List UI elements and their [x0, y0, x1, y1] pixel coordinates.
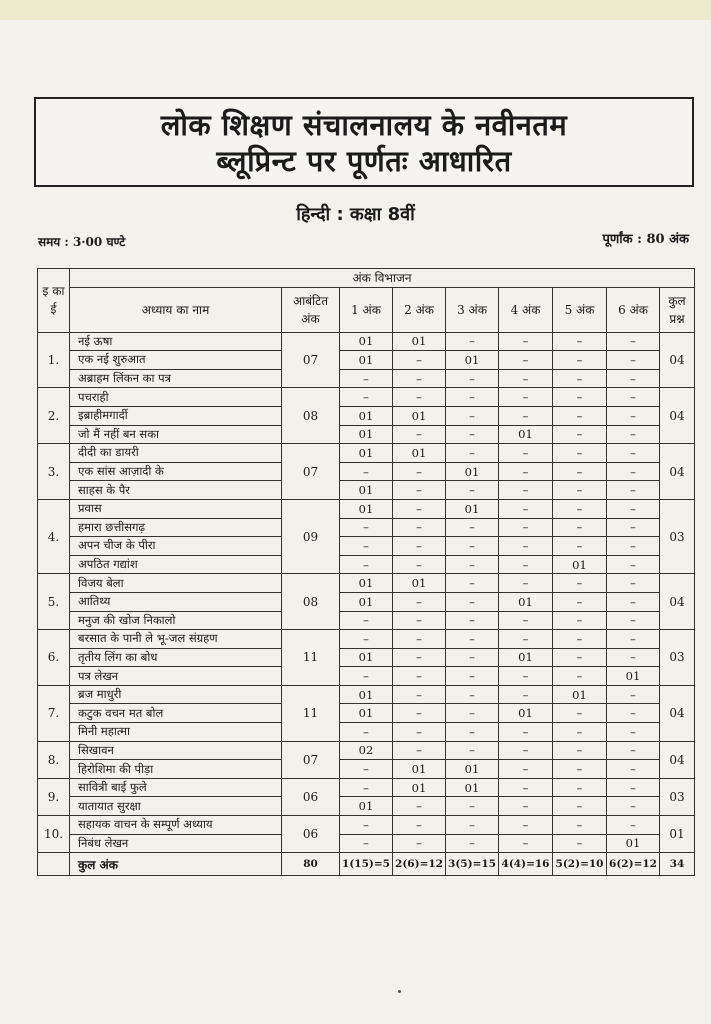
mark-cell-5: –: [553, 816, 607, 835]
table-row: [38, 388, 695, 407]
mark-cell-6: –: [607, 406, 660, 425]
mark-cell-5: –: [553, 518, 607, 537]
chapter-name: यातायात सुरक्षा: [70, 797, 282, 816]
mark-cell-3: –: [446, 667, 499, 686]
totals-label: कुल अंक: [70, 853, 282, 876]
allotted-marks: 11: [282, 630, 340, 686]
mark-cell-1: 02: [340, 741, 393, 760]
table-row: [38, 685, 695, 704]
table-row: [38, 481, 695, 500]
mark-cell-3: –: [446, 332, 499, 351]
col-m1-header: 1 अंक: [340, 287, 393, 332]
mark-cell-3: 01: [446, 760, 499, 779]
mark-cell-6: –: [607, 351, 660, 370]
mark-cell-2: –: [393, 797, 446, 816]
mark-cell-6: –: [607, 648, 660, 667]
mark-cell-3: –: [446, 388, 499, 407]
mark-cell-2: –: [393, 499, 446, 518]
mark-cell-4: –: [499, 667, 553, 686]
chapter-name: पत्र लेखन: [70, 667, 282, 686]
total-questions: 04: [660, 388, 695, 444]
mark-cell-3: –: [446, 630, 499, 649]
mark-cell-4: –: [499, 499, 553, 518]
table-row: [38, 537, 695, 556]
mark-cell-5: 01: [553, 685, 607, 704]
table-row: [38, 444, 695, 463]
max-marks: पूर्णांक : 80 अंक: [602, 232, 689, 247]
mark-cell-2: –: [393, 667, 446, 686]
chapter-name: अब्राहम लिंकन का पत्र: [70, 369, 282, 388]
mark-cell-3: –: [446, 648, 499, 667]
table-row: [38, 351, 695, 370]
table-row: [38, 834, 695, 853]
allotted-marks: 08: [282, 574, 340, 630]
chapter-name: साहस के पैर: [70, 481, 282, 500]
mark-cell-6: –: [607, 332, 660, 351]
mark-cell-1: –: [340, 667, 393, 686]
table-row: [38, 574, 695, 593]
mark-cell-3: –: [446, 444, 499, 463]
mark-cell-1: 01: [340, 797, 393, 816]
chapter-name: जो मैं नहीं बन सका: [70, 425, 282, 444]
mark-cell-2: –: [393, 388, 446, 407]
mark-cell-3: 01: [446, 499, 499, 518]
mark-cell-2: 01: [393, 332, 446, 351]
chapter-name: दीदी का डायरी: [70, 444, 282, 463]
mark-cell-2: 01: [393, 778, 446, 797]
mark-cell-6: –: [607, 592, 660, 611]
mark-cell-6: 01: [607, 667, 660, 686]
mark-cell-2: –: [393, 630, 446, 649]
mark-cell-5: –: [553, 778, 607, 797]
allotted-marks: 08: [282, 388, 340, 444]
mark-cell-1: –: [340, 630, 393, 649]
subject-heading: हिन्दी : कक्षा 8वीं: [296, 204, 415, 225]
total-questions: 03: [660, 499, 695, 573]
mark-cell-6: –: [607, 462, 660, 481]
mark-cell-6: –: [607, 630, 660, 649]
mark-cell-3: –: [446, 592, 499, 611]
mark-cell-4: –: [499, 444, 553, 463]
mark-cell-2: –: [393, 537, 446, 556]
mark-cell-6: –: [607, 574, 660, 593]
chapter-name: नई ऊषा: [70, 332, 282, 351]
chapter-name: प्रवास: [70, 499, 282, 518]
total-questions: 03: [660, 630, 695, 686]
mark-cell-1: 01: [340, 685, 393, 704]
mark-cell-2: –: [393, 816, 446, 835]
mark-cell-4: –: [499, 834, 553, 853]
col-m3-header: 3 अंक: [446, 287, 499, 332]
allotted-marks: 11: [282, 685, 340, 741]
mark-cell-5: –: [553, 462, 607, 481]
total-questions: 04: [660, 332, 695, 388]
mark-cell-3: –: [446, 816, 499, 835]
mark-cell-4: –: [499, 760, 553, 779]
total-questions: 04: [660, 685, 695, 741]
table-row: [38, 425, 695, 444]
mark-cell-4: –: [499, 816, 553, 835]
mark-cell-1: –: [340, 760, 393, 779]
mark-cell-6: –: [607, 425, 660, 444]
mark-cell-6: –: [607, 778, 660, 797]
mark-cell-4: –: [499, 518, 553, 537]
mark-cell-5: –: [553, 611, 607, 630]
chapter-name: मिनी महात्मा: [70, 723, 282, 742]
mark-cell-1: –: [340, 369, 393, 388]
mark-cell-2: 01: [393, 444, 446, 463]
totals-m4: 4(4)=16: [499, 853, 553, 876]
mark-cell-1: –: [340, 555, 393, 574]
table-row: [38, 555, 695, 574]
unit-number: 1.: [38, 332, 70, 388]
mark-cell-4: –: [499, 351, 553, 370]
col-m4-header: 4 अंक: [499, 287, 553, 332]
mark-cell-5: –: [553, 723, 607, 742]
allotted-marks: 06: [282, 778, 340, 815]
allotted-marks: 06: [282, 816, 340, 853]
mark-cell-2: –: [393, 351, 446, 370]
mark-cell-5: –: [553, 481, 607, 500]
mark-cell-2: –: [393, 518, 446, 537]
col-total-header: कुल प्रश्न: [660, 287, 695, 332]
mark-cell-1: 01: [340, 481, 393, 500]
mark-cell-3: –: [446, 741, 499, 760]
col-chapter-header: अध्याय का नाम: [70, 287, 282, 332]
total-questions: 04: [660, 574, 695, 630]
mark-cell-6: –: [607, 555, 660, 574]
table-row: [38, 518, 695, 537]
mark-cell-2: –: [393, 555, 446, 574]
mark-cell-5: 01: [553, 555, 607, 574]
mark-cell-6: –: [607, 723, 660, 742]
mark-cell-1: 01: [340, 574, 393, 593]
unit-number: 8.: [38, 741, 70, 778]
mark-cell-2: –: [393, 481, 446, 500]
table-row: [38, 630, 695, 649]
mark-cell-4: –: [499, 574, 553, 593]
mark-cell-5: –: [553, 425, 607, 444]
allotted-marks: 07: [282, 444, 340, 500]
mark-cell-6: –: [607, 741, 660, 760]
mark-cell-6: –: [607, 444, 660, 463]
mark-cell-5: –: [553, 630, 607, 649]
mark-cell-4: –: [499, 630, 553, 649]
table-row: [38, 760, 695, 779]
chapter-name: मनुज की खोज निकालो: [70, 611, 282, 630]
mark-cell-6: –: [607, 369, 660, 388]
chapter-name: कटुक वचन मत बोल: [70, 704, 282, 723]
mark-cell-2: –: [393, 369, 446, 388]
mark-cell-6: –: [607, 388, 660, 407]
mark-cell-5: –: [553, 834, 607, 853]
chapter-name: हिरोशिमा की पीड़ा: [70, 760, 282, 779]
mark-cell-2: –: [393, 704, 446, 723]
totals-m6: 6(2)=12: [607, 853, 660, 876]
mark-cell-3: –: [446, 425, 499, 444]
table-row: [38, 462, 695, 481]
mark-cell-3: –: [446, 481, 499, 500]
table-row: [38, 592, 695, 611]
mark-cell-1: 01: [340, 351, 393, 370]
unit-number: 9.: [38, 778, 70, 815]
mark-cell-6: –: [607, 481, 660, 500]
exam-time: समय : 3·00 घण्टे: [38, 235, 126, 249]
mark-cell-1: –: [340, 816, 393, 835]
mark-cell-6: –: [607, 797, 660, 816]
mark-cell-3: –: [446, 406, 499, 425]
mark-cell-5: –: [553, 388, 607, 407]
mark-cell-4: –: [499, 741, 553, 760]
mark-cell-2: 01: [393, 574, 446, 593]
mark-cell-5: –: [553, 648, 607, 667]
mark-cell-2: 01: [393, 760, 446, 779]
mark-cell-1: –: [340, 723, 393, 742]
mark-cell-6: –: [607, 816, 660, 835]
chapter-name: तृतीय लिंग का बोध: [70, 648, 282, 667]
mark-cell-5: –: [553, 499, 607, 518]
table-row: [38, 406, 695, 425]
mark-cell-6: –: [607, 518, 660, 537]
allotted-marks: 09: [282, 499, 340, 573]
mark-cell-3: 01: [446, 351, 499, 370]
chapter-name: इब्राहीमगार्दी: [70, 406, 282, 425]
mark-cell-2: –: [393, 834, 446, 853]
mark-cell-2: –: [393, 462, 446, 481]
mark-cell-5: –: [553, 537, 607, 556]
allotted-marks: 07: [282, 332, 340, 388]
mark-cell-6: –: [607, 760, 660, 779]
title-line-1: लोक शिक्षण संचालनालय के नवीनतम: [160, 108, 568, 142]
mark-cell-2: –: [393, 611, 446, 630]
mark-cell-2: –: [393, 685, 446, 704]
mark-cell-4: –: [499, 332, 553, 351]
mark-cell-5: –: [553, 574, 607, 593]
mark-cell-3: –: [446, 574, 499, 593]
mark-cell-4: –: [499, 778, 553, 797]
col-m5-header: 5 अंक: [553, 287, 607, 332]
mark-cell-3: 01: [446, 778, 499, 797]
table-row: [38, 704, 695, 723]
table-body: [38, 332, 695, 876]
unit-number: 6.: [38, 630, 70, 686]
mark-cell-5: –: [553, 406, 607, 425]
unit-number: 7.: [38, 685, 70, 741]
mark-cell-5: –: [553, 760, 607, 779]
mark-cell-3: –: [446, 518, 499, 537]
mark-cell-1: 01: [340, 444, 393, 463]
col-sn-header: इ का ई: [38, 269, 70, 333]
mark-cell-3: –: [446, 723, 499, 742]
mark-cell-1: 01: [340, 425, 393, 444]
table-row: [38, 816, 695, 835]
mark-cell-4: 01: [499, 704, 553, 723]
chapter-name: एक नई शुरुआत: [70, 351, 282, 370]
col-m2-header: 2 अंक: [393, 287, 446, 332]
table-row: [38, 797, 695, 816]
unit-number: 3.: [38, 444, 70, 500]
mark-cell-1: –: [340, 388, 393, 407]
mark-cell-4: –: [499, 797, 553, 816]
col-m6-header: 6 अंक: [607, 287, 660, 332]
mark-cell-6: –: [607, 537, 660, 556]
mark-cell-1: 01: [340, 648, 393, 667]
mark-cell-4: 01: [499, 425, 553, 444]
mark-cell-3: –: [446, 537, 499, 556]
mark-cell-6: –: [607, 499, 660, 518]
mark-cell-4: 01: [499, 648, 553, 667]
totals-m3: 3(5)=15: [446, 853, 499, 876]
unit-number: 4.: [38, 499, 70, 573]
mark-cell-4: –: [499, 611, 553, 630]
mark-cell-3: –: [446, 797, 499, 816]
mark-cell-5: –: [553, 667, 607, 686]
mark-cell-4: 01: [499, 592, 553, 611]
mark-cell-1: 01: [340, 499, 393, 518]
mark-cell-5: –: [553, 444, 607, 463]
page-top-strip: [0, 0, 711, 20]
mark-cell-4: –: [499, 406, 553, 425]
totals-row: [38, 853, 695, 876]
mark-cell-3: –: [446, 834, 499, 853]
table-row: [38, 778, 695, 797]
table-row: [38, 741, 695, 760]
table-row: [38, 723, 695, 742]
header-row-1: [38, 269, 695, 288]
mark-cell-5: –: [553, 332, 607, 351]
mark-cell-2: –: [393, 741, 446, 760]
mark-cell-3: –: [446, 685, 499, 704]
mark-cell-4: –: [499, 555, 553, 574]
mark-cell-5: –: [553, 592, 607, 611]
totals-m1: 1(15)=5: [340, 853, 393, 876]
mark-cell-2: 01: [393, 406, 446, 425]
mark-cell-2: –: [393, 648, 446, 667]
chapter-name: आतिथ्य: [70, 592, 282, 611]
mark-cell-3: –: [446, 704, 499, 723]
mark-cell-4: –: [499, 723, 553, 742]
chapter-name: निबंध लेखन: [70, 834, 282, 853]
totals-allotted: 80: [282, 853, 340, 876]
mark-cell-4: –: [499, 685, 553, 704]
mark-cell-5: –: [553, 741, 607, 760]
mark-cell-1: 01: [340, 406, 393, 425]
mark-cell-1: –: [340, 834, 393, 853]
header-row-2: [38, 287, 695, 332]
mark-cell-1: 01: [340, 592, 393, 611]
mark-cell-4: –: [499, 462, 553, 481]
mark-cell-1: 01: [340, 332, 393, 351]
col-marks-group-header: अंक विभाजन: [70, 269, 695, 288]
mark-cell-5: –: [553, 797, 607, 816]
mark-cell-5: –: [553, 704, 607, 723]
table-row: [38, 611, 695, 630]
mark-cell-2: –: [393, 592, 446, 611]
allotted-marks: 07: [282, 741, 340, 778]
mark-cell-3: –: [446, 611, 499, 630]
blueprint-table: [37, 268, 695, 876]
table-row: [38, 332, 695, 351]
total-questions: 01: [660, 816, 695, 853]
chapter-name: सावित्री बाई फुले: [70, 778, 282, 797]
mark-cell-3: –: [446, 555, 499, 574]
chapter-name: अपठित गद्यांश: [70, 555, 282, 574]
table-row: [38, 499, 695, 518]
totals-m2: 2(6)=12: [393, 853, 446, 876]
total-questions: 04: [660, 444, 695, 500]
mark-cell-1: 01: [340, 704, 393, 723]
totals-questions: 34: [660, 853, 695, 876]
table-row: [38, 369, 695, 388]
print-speck: [398, 990, 401, 993]
unit-number: 2.: [38, 388, 70, 444]
mark-cell-1: –: [340, 518, 393, 537]
table-row: [38, 667, 695, 686]
mark-cell-1: –: [340, 611, 393, 630]
title-line-2: ब्लूप्रिन्ट पर पूर्णतः आधारित: [216, 144, 512, 178]
unit-number: 10.: [38, 816, 70, 853]
title-box: [34, 97, 694, 187]
chapter-name: बरसात के पानी ले भू-जल संग्रहण: [70, 630, 282, 649]
chapter-name: विजय बेला: [70, 574, 282, 593]
col-allotted-header: आबंटित अंक: [282, 287, 340, 332]
mark-cell-6: –: [607, 611, 660, 630]
mark-cell-6: –: [607, 685, 660, 704]
mark-cell-3: 01: [446, 462, 499, 481]
table-row: [38, 648, 695, 667]
mark-cell-1: –: [340, 537, 393, 556]
total-questions: 04: [660, 741, 695, 778]
mark-cell-4: –: [499, 369, 553, 388]
chapter-name: सिखावन: [70, 741, 282, 760]
mark-cell-5: –: [553, 369, 607, 388]
mark-cell-1: –: [340, 462, 393, 481]
chapter-name: सहायक वाचन के सम्पूर्ण अध्याय: [70, 816, 282, 835]
chapter-name: एक सांस आज़ादी के: [70, 462, 282, 481]
total-questions: 03: [660, 778, 695, 815]
mark-cell-4: –: [499, 481, 553, 500]
mark-cell-1: –: [340, 778, 393, 797]
mark-cell-2: –: [393, 723, 446, 742]
totals-sn-blank: [38, 853, 70, 876]
mark-cell-5: –: [553, 351, 607, 370]
mark-cell-4: –: [499, 537, 553, 556]
chapter-name: हमारा छत्तीसगढ़: [70, 518, 282, 537]
chapter-name: पचराही: [70, 388, 282, 407]
chapter-name: ब्रज माधुरी: [70, 685, 282, 704]
totals-m5: 5(2)=10: [553, 853, 607, 876]
mark-cell-3: –: [446, 369, 499, 388]
mark-cell-6: –: [607, 704, 660, 723]
mark-cell-2: –: [393, 425, 446, 444]
unit-number: 5.: [38, 574, 70, 630]
mark-cell-6: 01: [607, 834, 660, 853]
mark-cell-4: –: [499, 388, 553, 407]
chapter-name: अपन चीज के पीरा: [70, 537, 282, 556]
